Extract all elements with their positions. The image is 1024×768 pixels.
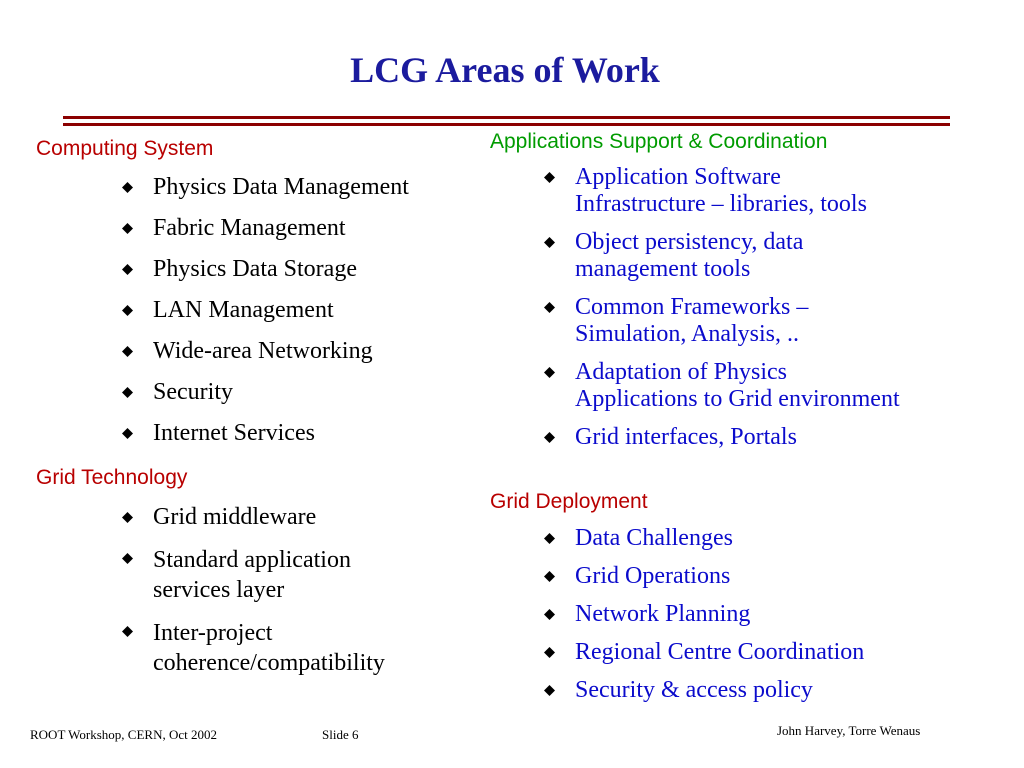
list-item: Grid Operations xyxy=(544,563,1014,590)
diamond-bullet-icon xyxy=(544,647,555,658)
footer-event: ROOT Workshop, CERN, Oct 2002 xyxy=(30,727,217,742)
list-item: Network Planning xyxy=(544,601,1014,628)
list-item: Security xyxy=(122,379,472,406)
list-item: Grid middleware xyxy=(122,504,472,531)
diamond-bullet-icon xyxy=(544,172,555,183)
title-divider-top xyxy=(63,116,950,119)
applications-support-list xyxy=(544,164,1014,451)
list-item: Regional Centre Coordination xyxy=(544,639,1014,666)
applications-support-heading: Applications Support & Coordination xyxy=(490,130,828,153)
diamond-bullet-icon xyxy=(122,346,133,357)
list-item: Inter-project coherence/compatibility xyxy=(122,618,472,678)
diamond-bullet-icon xyxy=(122,553,133,564)
diamond-bullet-icon xyxy=(544,237,555,248)
list-item: Data Challenges xyxy=(544,525,1014,552)
diamond-bullet-icon xyxy=(122,305,133,316)
computing-system-heading: Computing System xyxy=(36,137,214,160)
diamond-bullet-icon xyxy=(122,512,133,523)
list-item: Object persistency, data management tools xyxy=(544,229,1014,283)
list-item: Adaptation of Physics Applications to Grid environment xyxy=(544,359,1014,413)
diamond-bullet-icon xyxy=(122,428,133,439)
grid-deployment-heading: Grid Deployment xyxy=(490,490,648,513)
list-item: Security & access policy xyxy=(544,677,1014,704)
grid-deployment-list xyxy=(544,525,1014,704)
list-item: Wide-area Networking xyxy=(122,338,472,365)
list-item: Application Software Infrastructure – libraries, tools xyxy=(544,164,1014,218)
title-divider-bottom xyxy=(63,123,950,126)
list-item: Standard application services layer xyxy=(122,545,472,605)
diamond-bullet-icon xyxy=(122,264,133,275)
list-item: Physics Data Management xyxy=(122,174,472,201)
list-item: LAN Management xyxy=(122,297,472,324)
diamond-bullet-icon xyxy=(544,571,555,582)
diamond-bullet-icon xyxy=(122,387,133,398)
footer-authors: John Harvey, Torre Wenaus xyxy=(777,723,921,738)
diamond-bullet-icon xyxy=(544,367,555,378)
diamond-bullet-icon xyxy=(122,626,133,637)
diamond-bullet-icon xyxy=(122,182,133,193)
list-item: Fabric Management xyxy=(122,215,472,242)
list-item: Physics Data Storage xyxy=(122,256,472,283)
footer-slide-number: Slide 6 xyxy=(322,727,359,742)
diamond-bullet-icon xyxy=(544,302,555,313)
grid-technology-heading: Grid Technology xyxy=(36,466,188,489)
list-item: Common Frameworks – Simulation, Analysis, .. xyxy=(544,294,1014,348)
list-item: Grid interfaces, Portals xyxy=(544,424,1014,451)
diamond-bullet-icon xyxy=(544,685,555,696)
diamond-bullet-icon xyxy=(122,223,133,234)
computing-system-list xyxy=(122,174,472,447)
list-item: Internet Services xyxy=(122,420,472,447)
diamond-bullet-icon xyxy=(544,432,555,443)
diamond-bullet-icon xyxy=(544,609,555,620)
grid-technology-list xyxy=(122,504,472,678)
slide-title: LCG Areas of Work xyxy=(350,50,660,90)
diamond-bullet-icon xyxy=(544,533,555,544)
